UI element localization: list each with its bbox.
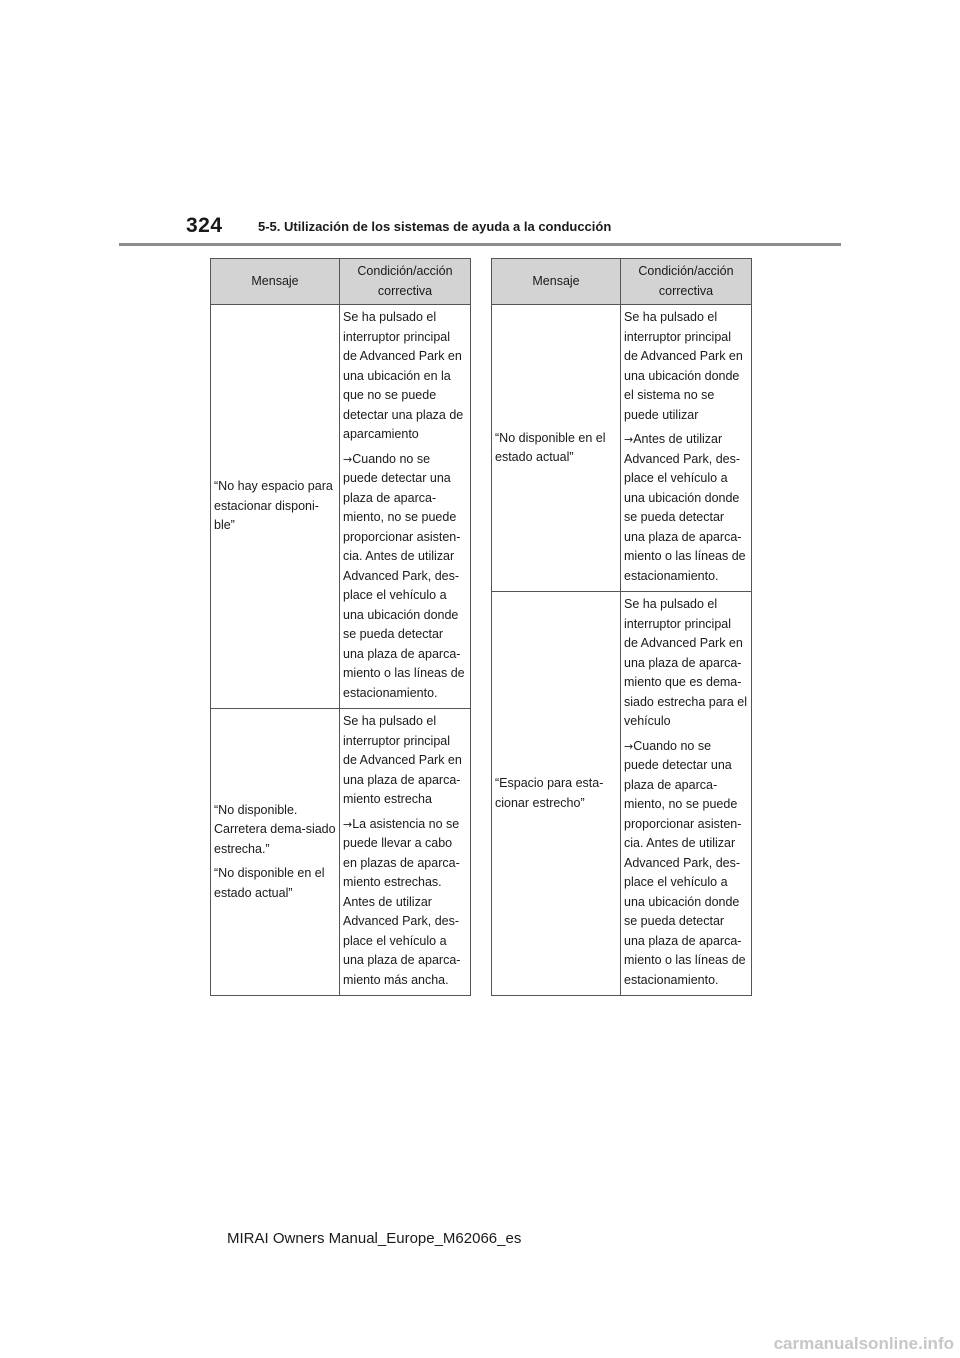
table-row (211, 709, 471, 996)
message-cell (211, 709, 340, 996)
condition-cell (621, 592, 752, 996)
header-condition: Condición/acción correctiva (340, 259, 471, 305)
condition-text: Se ha pulsado el interruptor principal de Advanced Park en una plaza de aparca-miento estrecha (343, 714, 462, 806)
action-text (343, 815, 467, 991)
message-cell (492, 592, 621, 996)
table-row (492, 592, 752, 996)
message-table-right (491, 258, 752, 996)
header-divider (119, 243, 841, 246)
table-header-row (211, 259, 471, 305)
action-text-content: Antes de utilizar Advanced Park, des-place el vehículo a una ubicación donde se pueda detectar una plaza de aparca-miento o las líneas de estacionamiento. (624, 432, 746, 583)
action-text (624, 737, 748, 991)
header-condition: Condición/acción correctiva (621, 259, 752, 305)
action-text-content: La asistencia no se puede llevar a cabo en plazas de aparca-miento estrechas. Antes de utilizar Advanced Park, des-place el vehículo a una plaza de aparca-miento más ancha. (343, 816, 461, 987)
action-text-content: Cuando no se puede detectar una plaza de aparca-miento, no se puede proporcionar asisten-cia. Antes de utilizar Advanced Park, des-place el vehículo a una ubicación donde se pueda detectar una plaza de aparca-miento o las líneas de estacionamiento. (343, 451, 465, 700)
message-cell (211, 305, 340, 709)
right-arrow-icon: → (343, 817, 353, 831)
condition-cell (340, 709, 471, 996)
action-text-content: Cuando no se puede detectar una plaza de aparca-miento, no se puede proporcionar asisten-cia. Antes de utilizar Advanced Park, des-place el vehículo a una ubicación donde se pueda detectar una plaza de aparca-miento o las líneas de estacionamiento. (624, 738, 746, 987)
right-arrow-icon: → (624, 433, 634, 446)
footer-manual-id: MIRAI Owners Manual_Europe_M62066_es (227, 1230, 522, 1247)
table-row (492, 305, 752, 592)
page-number: 324 (186, 214, 223, 237)
message-cell (492, 305, 621, 592)
table-header-row (492, 259, 752, 305)
action-text (624, 430, 748, 586)
header-message: Mensaje (492, 259, 621, 305)
message-text: “No disponible en el estado actual” (214, 866, 325, 900)
condition-text: Se ha pulsado el interruptor principal de Advanced Park en una plaza de aparca-miento que es dema-siado estrecha para el vehículo (624, 597, 747, 728)
right-arrow-icon: → (343, 452, 353, 466)
message-text: “Espacio para esta-cionar estrecho” (495, 776, 604, 810)
condition-cell (621, 305, 752, 592)
condition-cell (340, 305, 471, 709)
watermark-logo: carmanualsonline.info (773, 1334, 954, 1353)
message-table-left (210, 258, 471, 996)
section-title: 5-5. Utilización de los sistemas de ayuda a la conducción (258, 219, 612, 234)
condition-text: Se ha pulsado el interruptor principal de Advanced Park en una ubicación en la que no se puede detectar una plaza de aparcamiento (343, 310, 464, 441)
message-text: “No disponible. Carretera dema-siado estrecha.” (214, 802, 336, 856)
message-text: “No hay espacio para estacionar disponi-ble” (214, 479, 333, 533)
message-text: “No disponible en el estado actual” (495, 430, 606, 464)
right-arrow-icon: → (624, 739, 634, 753)
action-text (343, 450, 467, 704)
condition-text: Se ha pulsado el interruptor principal de Advanced Park en una ubicación donde el sistema no se puede utilizar (624, 310, 743, 422)
header-message: Mensaje (211, 259, 340, 305)
table-row (211, 305, 471, 709)
